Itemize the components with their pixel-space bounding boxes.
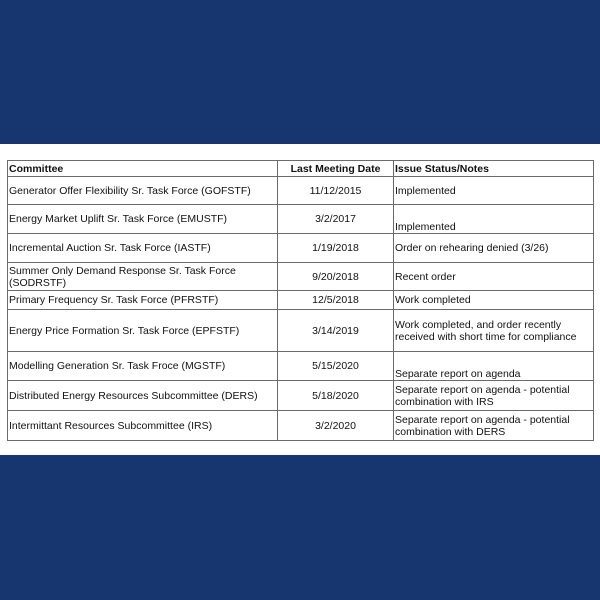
notes-cell: Work completed, and order recently received with short time for compliance	[394, 310, 594, 352]
committee-cell: Energy Price Formation Sr. Task Force (EPFSTF)	[8, 310, 278, 352]
committee-cell: Incremental Auction Sr. Task Force (IASTF)	[8, 234, 278, 263]
top-blue-band	[0, 0, 600, 144]
header-last-meeting-date: Last Meeting Date	[278, 161, 394, 177]
table-row	[8, 263, 594, 291]
notes-cell: Order on rehearing denied (3/26)	[394, 234, 594, 263]
table-row	[8, 411, 594, 441]
committee-cell: Generator Offer Flexibility Sr. Task Force (GOFSTF)	[8, 177, 278, 205]
date-cell: 12/5/2018	[278, 291, 394, 310]
table-row	[8, 310, 594, 352]
date-cell: 3/14/2019	[278, 310, 394, 352]
committee-cell: Summer Only Demand Response Sr. Task Force (SODRSTF)	[8, 263, 278, 291]
committee-status-table	[7, 160, 594, 441]
header-row	[8, 161, 594, 177]
table-row	[8, 381, 594, 411]
committee-cell: Primary Frequency Sr. Task Force (PFRSTF)	[8, 291, 278, 310]
notes-cell: Implemented	[394, 177, 594, 205]
notes-cell: Separate report on agenda	[394, 352, 594, 381]
date-cell: 11/12/2015	[278, 177, 394, 205]
date-cell: 1/19/2018	[278, 234, 394, 263]
notes-cell: Implemented	[394, 205, 594, 234]
date-cell: 3/2/2017	[278, 205, 394, 234]
committee-cell: Intermittant Resources Subcommittee (IRS)	[8, 411, 278, 441]
date-cell: 3/2/2020	[278, 411, 394, 441]
table-row	[8, 291, 594, 310]
table-row	[8, 205, 594, 234]
table-row	[8, 177, 594, 205]
notes-cell: Work completed	[394, 291, 594, 310]
committee-cell: Modelling Generation Sr. Task Froce (MGSTF)	[8, 352, 278, 381]
committee-cell: Energy Market Uplift Sr. Task Force (EMUSTF)	[8, 205, 278, 234]
notes-cell: Separate report on agenda - potential combination with IRS	[394, 381, 594, 411]
committee-cell: Distributed Energy Resources Subcommittee (DERS)	[8, 381, 278, 411]
notes-cell: Recent order	[394, 263, 594, 291]
table-row	[8, 352, 594, 381]
date-cell: 5/15/2020	[278, 352, 394, 381]
date-cell: 9/20/2018	[278, 263, 394, 291]
header-committee: Committee	[8, 161, 278, 177]
bottom-blue-band	[0, 455, 600, 600]
date-cell: 5/18/2020	[278, 381, 394, 411]
header-issue-status: Issue Status/Notes	[394, 161, 594, 177]
table-row	[8, 234, 594, 263]
notes-cell: Separate report on agenda - potential combination with DERS	[394, 411, 594, 441]
